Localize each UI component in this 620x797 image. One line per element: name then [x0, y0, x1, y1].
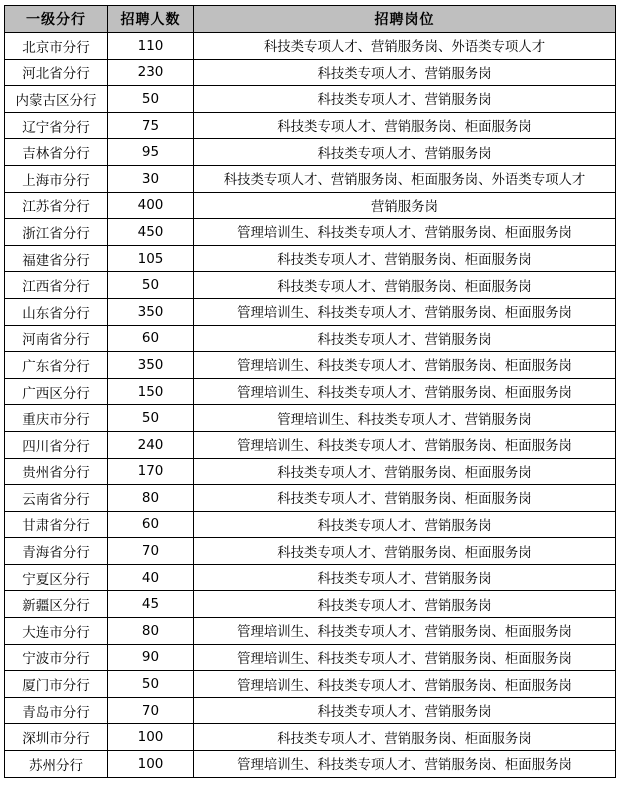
table-body	[5, 33, 616, 778]
table-row	[5, 86, 616, 113]
table-row	[5, 139, 616, 166]
branch-cell: 上海市分行	[5, 165, 108, 192]
table-row	[5, 591, 616, 618]
table-row	[5, 378, 616, 405]
recruitment-table	[4, 5, 616, 778]
branch-cell: 四川省分行	[5, 431, 108, 458]
positions-cell: 科技类专项人才、营销服务岗、柜面服务岗	[194, 485, 616, 512]
table-row	[5, 33, 616, 60]
count-cell: 400	[108, 192, 194, 219]
branch-cell: 云南省分行	[5, 485, 108, 512]
positions-cell: 科技类专项人才、营销服务岗	[194, 591, 616, 618]
positions-cell: 管理培训生、科技类专项人才、营销服务岗	[194, 405, 616, 432]
count-cell: 240	[108, 431, 194, 458]
branch-cell: 河北省分行	[5, 59, 108, 86]
positions-cell: 管理培训生、科技类专项人才、营销服务岗、柜面服务岗	[194, 751, 616, 778]
count-cell: 75	[108, 112, 194, 139]
table-row	[5, 59, 616, 86]
branch-cell: 浙江省分行	[5, 219, 108, 246]
positions-cell: 管理培训生、科技类专项人才、营销服务岗、柜面服务岗	[194, 671, 616, 698]
positions-cell: 管理培训生、科技类专项人才、营销服务岗、柜面服务岗	[194, 431, 616, 458]
positions-cell: 科技类专项人才、营销服务岗、柜面服务岗	[194, 724, 616, 751]
table-row	[5, 112, 616, 139]
count-cell: 70	[108, 538, 194, 565]
positions-cell: 管理培训生、科技类专项人才、营销服务岗、柜面服务岗	[194, 644, 616, 671]
table-row	[5, 298, 616, 325]
branch-cell: 重庆市分行	[5, 405, 108, 432]
count-cell: 70	[108, 697, 194, 724]
table-row	[5, 538, 616, 565]
count-cell: 450	[108, 219, 194, 246]
count-cell: 50	[108, 86, 194, 113]
branch-cell: 宁波市分行	[5, 644, 108, 671]
header-branch: 一级分行	[5, 6, 108, 33]
branch-cell: 北京市分行	[5, 33, 108, 60]
branch-cell: 广西区分行	[5, 378, 108, 405]
positions-cell: 科技类专项人才、营销服务岗、柜面服务岗	[194, 272, 616, 299]
table-row	[5, 405, 616, 432]
table-row	[5, 485, 616, 512]
table-row	[5, 165, 616, 192]
header-row	[5, 6, 616, 33]
count-cell: 90	[108, 644, 194, 671]
header-positions: 招聘岗位	[194, 6, 616, 33]
count-cell: 350	[108, 298, 194, 325]
positions-cell: 科技类专项人才、营销服务岗、柜面服务岗	[194, 458, 616, 485]
branch-cell: 广东省分行	[5, 352, 108, 379]
table-row	[5, 431, 616, 458]
count-cell: 105	[108, 245, 194, 272]
branch-cell: 贵州省分行	[5, 458, 108, 485]
count-cell: 230	[108, 59, 194, 86]
positions-cell: 管理培训生、科技类专项人才、营销服务岗、柜面服务岗	[194, 618, 616, 645]
branch-cell: 山东省分行	[5, 298, 108, 325]
table-row	[5, 352, 616, 379]
branch-cell: 深圳市分行	[5, 724, 108, 751]
count-cell: 80	[108, 485, 194, 512]
table-row	[5, 564, 616, 591]
table-row	[5, 724, 616, 751]
branch-cell: 辽宁省分行	[5, 112, 108, 139]
branch-cell: 新疆区分行	[5, 591, 108, 618]
positions-cell: 科技类专项人才、营销服务岗	[194, 139, 616, 166]
table-row	[5, 751, 616, 778]
table-row	[5, 618, 616, 645]
branch-cell: 江苏省分行	[5, 192, 108, 219]
positions-cell: 科技类专项人才、营销服务岗	[194, 511, 616, 538]
positions-cell: 营销服务岗	[194, 192, 616, 219]
positions-cell: 科技类专项人才、营销服务岗、柜面服务岗	[194, 538, 616, 565]
branch-cell: 甘肃省分行	[5, 511, 108, 538]
table-row	[5, 192, 616, 219]
table-row	[5, 697, 616, 724]
positions-cell: 管理培训生、科技类专项人才、营销服务岗、柜面服务岗	[194, 219, 616, 246]
positions-cell: 科技类专项人才、营销服务岗	[194, 59, 616, 86]
branch-cell: 苏州分行	[5, 751, 108, 778]
positions-cell: 管理培训生、科技类专项人才、营销服务岗、柜面服务岗	[194, 298, 616, 325]
table-header	[5, 6, 616, 33]
count-cell: 60	[108, 511, 194, 538]
branch-cell: 江西省分行	[5, 272, 108, 299]
positions-cell: 科技类专项人才、营销服务岗、柜面服务岗、外语类专项人才	[194, 165, 616, 192]
positions-cell: 科技类专项人才、营销服务岗	[194, 325, 616, 352]
count-cell: 40	[108, 564, 194, 591]
count-cell: 80	[108, 618, 194, 645]
positions-cell: 科技类专项人才、营销服务岗、柜面服务岗	[194, 245, 616, 272]
branch-cell: 青海省分行	[5, 538, 108, 565]
count-cell: 100	[108, 751, 194, 778]
branch-cell: 福建省分行	[5, 245, 108, 272]
count-cell: 95	[108, 139, 194, 166]
count-cell: 30	[108, 165, 194, 192]
table-row	[5, 644, 616, 671]
count-cell: 45	[108, 591, 194, 618]
count-cell: 350	[108, 352, 194, 379]
table-row	[5, 219, 616, 246]
count-cell: 100	[108, 724, 194, 751]
table-row	[5, 458, 616, 485]
count-cell: 50	[108, 671, 194, 698]
branch-cell: 河南省分行	[5, 325, 108, 352]
count-cell: 50	[108, 272, 194, 299]
count-cell: 170	[108, 458, 194, 485]
table-row	[5, 245, 616, 272]
table-row	[5, 511, 616, 538]
branch-cell: 内蒙古区分行	[5, 86, 108, 113]
positions-cell: 管理培训生、科技类专项人才、营销服务岗、柜面服务岗	[194, 378, 616, 405]
branch-cell: 厦门市分行	[5, 671, 108, 698]
positions-cell: 科技类专项人才、营销服务岗、柜面服务岗	[194, 112, 616, 139]
count-cell: 60	[108, 325, 194, 352]
table-row	[5, 272, 616, 299]
branch-cell: 宁夏区分行	[5, 564, 108, 591]
positions-cell: 科技类专项人才、营销服务岗	[194, 697, 616, 724]
header-count: 招聘人数	[108, 6, 194, 33]
branch-cell: 大连市分行	[5, 618, 108, 645]
count-cell: 50	[108, 405, 194, 432]
table-row	[5, 325, 616, 352]
recruitment-table-container	[4, 5, 616, 778]
count-cell: 110	[108, 33, 194, 60]
positions-cell: 科技类专项人才、营销服务岗	[194, 86, 616, 113]
table-row	[5, 671, 616, 698]
count-cell: 150	[108, 378, 194, 405]
branch-cell: 青岛市分行	[5, 697, 108, 724]
positions-cell: 管理培训生、科技类专项人才、营销服务岗、柜面服务岗	[194, 352, 616, 379]
branch-cell: 吉林省分行	[5, 139, 108, 166]
positions-cell: 科技类专项人才、营销服务岗	[194, 564, 616, 591]
positions-cell: 科技类专项人才、营销服务岗、外语类专项人才	[194, 33, 616, 60]
